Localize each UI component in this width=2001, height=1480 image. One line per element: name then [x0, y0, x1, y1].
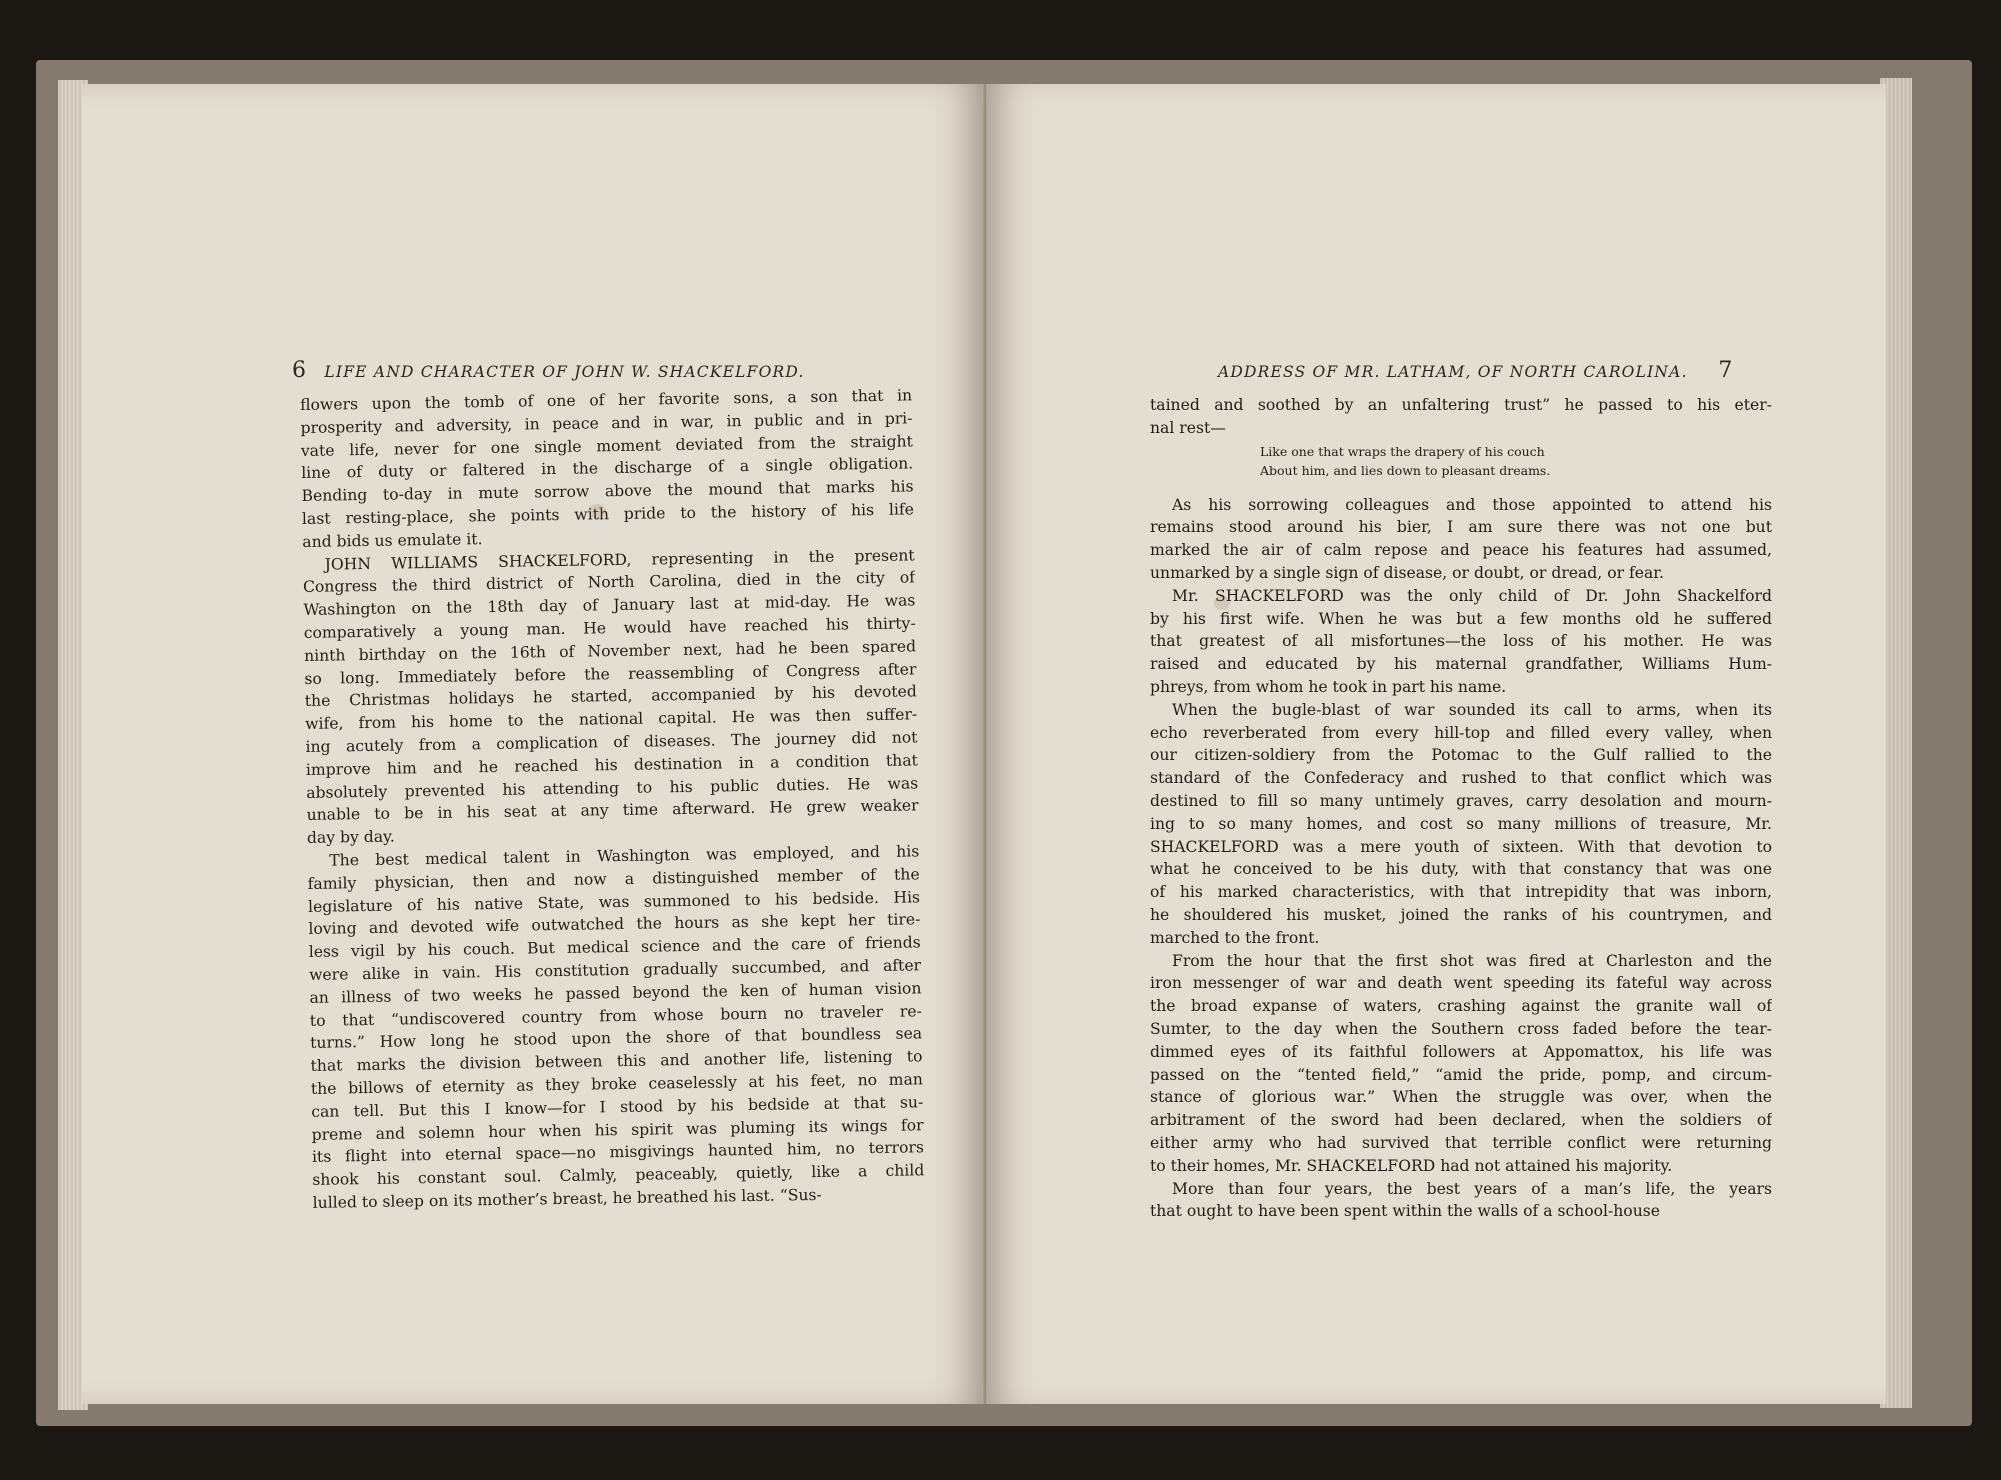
text-line: of his marked characteristics, with that intrepidity that was inborn,	[1150, 883, 1772, 902]
text-line: what he conceived to be his duty, with that constancy that was one	[1150, 860, 1772, 879]
text-line: he shouldered his musket, joined the ranks of his countrymen, and	[1150, 905, 1772, 924]
text-line: stance of glorious war.” When the struggle was over, when the	[1150, 1088, 1772, 1107]
text-line: destined to fill so many untimely graves, carry desolation and mourn-	[1150, 791, 1772, 810]
text-line: tained and soothed by an unfaltering trust” he passed to his eter-	[1150, 396, 1772, 414]
right-page-number: 7	[1718, 358, 1733, 383]
text-line: Like one that wraps the drapery of his couch	[1260, 443, 1545, 459]
text-line: last resting-place, she points with pride to the history of his life	[301, 500, 915, 528]
stain-spot	[588, 504, 606, 518]
text-line: Sumter, to the day when the Southern cross faded before the tear-	[1150, 1019, 1772, 1038]
text-line: iron messenger of war and death went speeding its fateful way across	[1150, 974, 1772, 993]
text-line: the broad expanse of waters, crashing against the granite wall of	[1150, 997, 1772, 1016]
text-line: Bending to-day in mute sorrow above the mound that marks his	[301, 477, 914, 506]
text-line: phreys, from whom he took in part his name.	[1150, 677, 1507, 696]
right-page	[986, 84, 1886, 1404]
left-page-number: 6	[292, 358, 306, 383]
left-running-head	[292, 358, 805, 383]
text-line: wife, from his home to the national capital. He was then suffer-	[305, 705, 918, 734]
text-line: an illness of two weeks he passed beyond the ken of human vision	[309, 979, 922, 1007]
text-line: the Christmas holidays he started, accompanied by his devoted	[304, 682, 917, 711]
text-line: to that “undiscovered country from whose bourn no traveler re-	[309, 1001, 922, 1030]
text-line: legislature of his native State, was summoned to his bedside. His	[307, 887, 921, 916]
right-running-head-title: ADDRESS OF MR. LATHAM, OF NORTH CAROLINA.	[1218, 363, 1688, 381]
right-page-text	[1150, 394, 1772, 1223]
text-line: marked the air of calm repose and peace his features had assumed,	[1150, 541, 1772, 560]
text-line: When the bugle-blast of war sounded its call to arms, when its	[1172, 700, 1772, 719]
text-line: less vigil by his couch. But medical science and the care of friends	[308, 933, 921, 962]
text-line: unmarked by a single sign of disease, or doubt, or dread, or fear.	[1150, 563, 1664, 582]
text-line: About him, and lies down to pleasant dreams.	[1260, 462, 1551, 478]
text-line: to their homes, Mr. SHACKELFORD had not attained his majority.	[1150, 1156, 1673, 1175]
text-line: As his sorrowing colleagues and those appointed to attend his	[1172, 495, 1772, 514]
text-line: arbitrament of the sword had been declared, when the soldiers of	[1150, 1111, 1772, 1130]
text-line: turns.” How long he stood upon the shore of that boundless sea	[310, 1024, 923, 1053]
text-line: More than four years, the best years of a man’s life, the years	[1172, 1179, 1772, 1198]
text-line: absolutely prevented his attending to his public duties. He was	[306, 773, 919, 802]
text-line: Washington on the 18th day of January last at mid-day. He was	[303, 591, 916, 620]
text-line: ninth birthday on the 16th of November next, had he been spared	[303, 637, 917, 665]
text-line: that ought to have been spent within the walls of a school-house	[1150, 1202, 1660, 1221]
stain-spot	[1214, 596, 1230, 610]
text-line: Mr. SHACKELFORD was the only child of Dr. John Shackelford	[1172, 586, 1772, 605]
text-line: SHACKELFORD was a mere youth of sixteen. With that devotion to	[1150, 837, 1772, 856]
right-running-head	[1218, 358, 1732, 383]
text-line: unable to be in his seat at any time afterward. He grew weaker	[306, 796, 919, 825]
text-line: were alike in vain. His constitution gradually succumbed, and after	[308, 956, 922, 984]
text-line: JOHN WILLIAMS SHACKELFORD, representing in the present	[324, 545, 915, 574]
text-line: raised and educated by his maternal grandfather, Williams Hum-	[1150, 655, 1772, 674]
text-line: echo reverberated from every hill-top and filled every valley, when	[1150, 723, 1772, 742]
text-line: marched to the front.	[1150, 928, 1320, 947]
text-line: its flight into eternal space—no misgivings haunted him, no terrors	[311, 1138, 925, 1167]
text-line: flowers upon the tomb of one of her favorite sons, a son that in	[300, 386, 913, 414]
text-line: Congress the third district of North Carolina, died in the city of	[302, 568, 916, 597]
text-line: shook his constant soul. Calmly, peaceably, quietly, like a child	[312, 1161, 925, 1189]
text-line: our citizen-soldiery from the Potomac to the Gulf rallied to the	[1150, 746, 1772, 765]
text-line: by his first wife. When he was but a few months old he suffered	[1150, 609, 1772, 628]
text-line: prosperity and adversity, in peace and in war, in public and in pri-	[300, 409, 913, 437]
text-line: that marks the division between this and another life, listening to	[310, 1047, 923, 1076]
text-line: preme and solemn hour when his spirit was pluming its wings for	[311, 1115, 924, 1144]
text-line: The best medical talent in Washington was employed, and his	[329, 842, 920, 870]
left-page-text	[300, 384, 925, 1214]
text-line: improve him and he reached his destination in a condition that	[305, 751, 918, 779]
text-line: remains stood around his bier, I am sure there was not one but	[1150, 518, 1772, 537]
left-running-head-title: LIFE AND CHARACTER OF JOHN W. SHACKELFORD.	[324, 363, 805, 381]
text-line: nal rest—	[1150, 418, 1226, 437]
text-line: line of duty or faltered in the discharge of a single obligation.	[301, 454, 914, 483]
text-line: day by day.	[306, 827, 395, 848]
text-line: and bids us emulate it.	[302, 529, 483, 551]
text-line: family physician, then and now a distinguished member of the	[307, 865, 920, 893]
poem-quote	[1150, 442, 1772, 480]
text-line: From the hour that the first shot was fired at Charleston and the	[1172, 951, 1772, 970]
text-line: can tell. But this I know—for I stood by his bedside at that su-	[311, 1093, 924, 1121]
text-line: standard of the Confederacy and rushed to that conflict which was	[1150, 769, 1772, 788]
text-line: ing acutely from a complication of diseases. The journey did not	[305, 728, 918, 756]
text-line: lulled to sleep on its mother’s breast, he breathed his last. “Sus-	[312, 1185, 822, 1212]
text-line: ing to so many homes, and cost so many millions of treasure, Mr.	[1150, 814, 1772, 833]
text-line: so long. Immediately before the reassembling of Congress after	[304, 659, 917, 688]
text-line: either army who had survived that terrible conflict were returning	[1150, 1133, 1772, 1152]
text-line: the billows of eternity as they broke ceaselessly at his feet, no man	[310, 1070, 923, 1098]
text-line: vate life, never for one single moment deviated from the straight	[300, 431, 913, 460]
text-line: that greatest of all misfortunes—the loss of his mother. He was	[1150, 632, 1772, 651]
left-page	[82, 84, 986, 1404]
text-line: loving and devoted wife outwatched the hours as she kept her tire-	[308, 910, 921, 939]
text-line: dimmed eyes of its faithful followers at Appomattox, his life was	[1150, 1042, 1772, 1061]
text-line: comparatively a young man. He would have reached his thirty-	[303, 614, 916, 642]
text-line: passed on the “tented field,” “amid the pride, pomp, and circum-	[1150, 1065, 1772, 1084]
